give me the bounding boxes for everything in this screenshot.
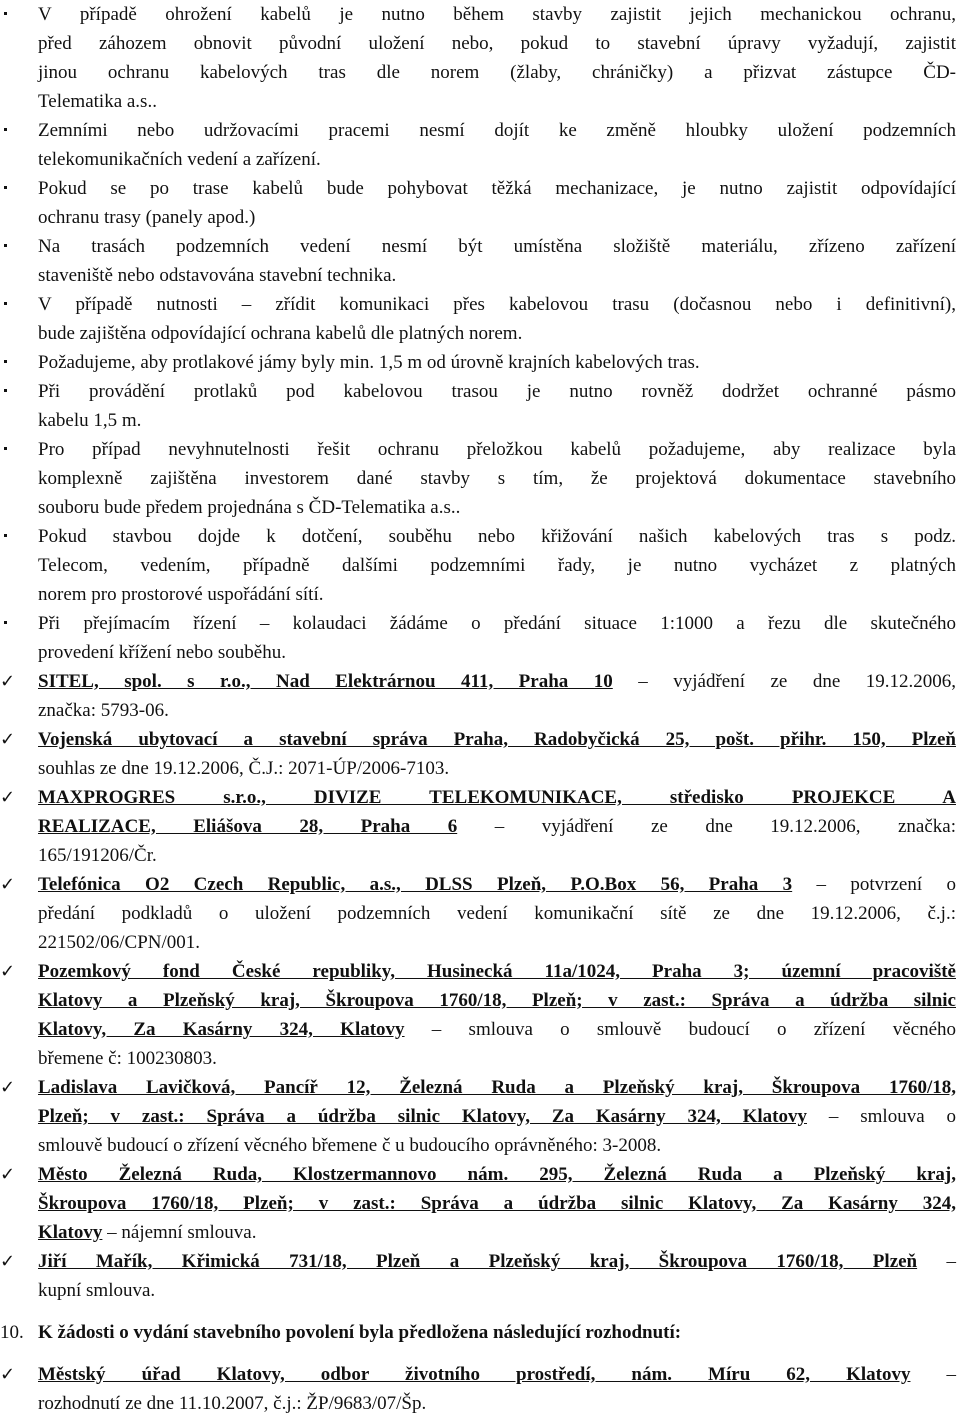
text-line <box>38 1247 956 1276</box>
text-line: komplexně zajištěna investorem dané stavby s tím, že projektová dokumentace stavebního <box>38 468 956 489</box>
bullet-item <box>38 116 956 174</box>
entity-name: Městský úřad Klatovy, odbor životního prostředí, nám. Míru 62, Klatovy <box>38 1364 911 1385</box>
text-line: V případě nutnosti – zřídit komunikaci přes kabelovou trasu (dočasnou nebo i definitivní), <box>38 294 956 315</box>
entity-detail: – <box>917 1251 956 1272</box>
check-item <box>0 667 956 725</box>
entity-name: Plzeň; v zast.: Správa a údržba silnic Klatovy, Za Kasárny 324, Klatovy <box>38 1106 807 1127</box>
entity-detail: – nájemní smlouva. <box>102 1222 257 1243</box>
entity-detail: souhlas ze dne 19.12.2006, Č.J.: 2071-ÚP/2006-7103. <box>38 758 450 779</box>
bullet-item <box>38 174 956 232</box>
text-line: staveniště nebo odstavována stavební technika. <box>38 265 397 286</box>
text-line: kupní smlouva. <box>38 1280 156 1301</box>
entity-name: Klatovy <box>38 1222 103 1243</box>
text-line: rozhodnutí ze dne 11.10.2007, č.j.: ŽP/9683/07/Šp. <box>38 1393 427 1414</box>
bullet-item <box>38 522 956 609</box>
bullet-item <box>38 609 956 667</box>
text-line <box>38 1102 956 1131</box>
text-line: Na trasách podzemních vedení nesmí být umístěna složiště materiálu, zřízeno zařízení <box>38 236 956 257</box>
bullet-item <box>38 290 956 348</box>
check-mark-icon: ✓ <box>0 1251 16 1272</box>
text-line: Zemními nebo udržovacími pracemi nesmí dojít ke změně hloubky uložení podzemních <box>38 120 956 141</box>
text-line <box>38 1360 956 1389</box>
check-mark-icon: ✓ <box>0 1364 16 1385</box>
entity-name: Pozemkový fond České republiky, Husinecká 11a/1024, Praha 3; územní pracoviště <box>38 961 956 982</box>
entity-name: MAXPROGRES s.r.o., DIVIZE TELEKOMUNIKACE, středisko PROJEKCE A <box>38 787 956 808</box>
text-line: telekomunikačních vedení a zařízení. <box>38 149 321 170</box>
text-line: souboru bude předem projednána s ČD-Telematika a.s.. <box>38 497 461 518</box>
bullet-item <box>38 435 956 522</box>
text-line <box>38 1218 956 1247</box>
entity-name: Město Železná Ruda, Klostzermannovo nám. 295, Železná Ruda a Plzeňský kraj, <box>38 1164 956 1185</box>
text-line: Telecom, vedením, případně dalšími podzemními řady, je nutno vycházet z platných <box>38 555 956 576</box>
entity-detail: – <box>910 1364 956 1385</box>
section-heading <box>0 1318 956 1347</box>
check-item <box>0 725 956 783</box>
section-number: 10. <box>0 1322 24 1343</box>
text-line: před záhozem obnovit původní uložení nebo, pokud to stavební úpravy vyžadují, zajistit <box>38 33 956 54</box>
entity-name: SITEL, spol. s r.o., Nad Elektrárnou 411, Praha 10 <box>38 671 613 692</box>
text-line: Při přejímacím řízení – kolaudaci žádáme o předání situace 1:1000 a řezu dle skutečného <box>38 613 956 634</box>
check-mark-icon: ✓ <box>0 961 16 982</box>
text-line: 221502/06/CPN/001. <box>38 932 201 953</box>
check-mark-icon: ✓ <box>0 671 16 692</box>
text-line: kabelu 1,5 m. <box>38 410 142 431</box>
text-line: bude zajištěna odpovídající ochrana kabelů dle platných norem. <box>38 323 523 344</box>
text-line <box>38 1015 956 1044</box>
check-item <box>0 957 956 1073</box>
entity-detail: – vyjádření ze dne 19.12.2006, <box>612 671 956 692</box>
text-line: norem pro prostorové uspořádání sítí. <box>38 584 324 605</box>
entity-name: Klatovy, Za Kasárny 324, Klatovy <box>38 1019 405 1040</box>
entity-detail: – smlouva o <box>806 1106 957 1127</box>
bullet-item <box>38 0 956 116</box>
check-mark-icon: ✓ <box>0 787 16 808</box>
text-line: značka: 5793-06. <box>38 700 169 721</box>
check-mark-icon: ✓ <box>0 1164 16 1185</box>
entity-name: Vojenská ubytovací a stavební správa Praha, Radobyčická 25, pošt. přihr. 150, Plzeň <box>38 729 956 750</box>
entity-detail: – smlouva o smlouvě budoucí o zřízení věcného <box>404 1019 956 1040</box>
text-line <box>38 812 956 841</box>
text-line <box>38 667 956 696</box>
check-item <box>0 783 957 870</box>
check-item <box>0 870 956 957</box>
entity-name: Jiří Mařík, Křimická 731/18, Plzeň a Plzeňský kraj, Škroupova 1760/18, Plzeň <box>38 1251 918 1272</box>
text-line: smlouvě budoucí o zřízení věcného břemene č u budoucího oprávněného: 3-2008. <box>38 1135 662 1156</box>
entity-name: Škroupova 1760/18, Plzeň; v zast.: Správa a údržba silnic Klatovy, Za Kasárny 324, <box>38 1193 956 1214</box>
check-item <box>0 1247 956 1305</box>
text-line: Při provádění protlaků pod kabelovou trasou je nutno rovněž dodržet ochranné pásmo <box>38 381 956 402</box>
text-line: jinou ochranu kabelových tras dle norem (žlaby, chráničky) a přizvat zástupce ČD- <box>38 62 956 83</box>
check-mark-icon: ✓ <box>0 729 16 750</box>
text-line <box>38 870 956 899</box>
bullet-item <box>38 348 956 377</box>
bullet-item <box>38 377 956 435</box>
text-line: břemene č: 100230803. <box>38 1048 217 1069</box>
text-line: ochranu trasy (panely apod.) <box>38 207 256 228</box>
bullet-item <box>38 232 956 290</box>
entity-name: Klatovy a Plzeňský kraj, Škroupova 1760/18, Plzeň; v zast.: Správa a údržba silnic <box>38 990 956 1011</box>
entity-name: Telefónica O2 Czech Republic, a.s., DLSS Plzeň, P.O.Box 56, Praha 3 <box>38 874 793 895</box>
text-line: 165/191206/Čr. <box>38 845 157 866</box>
text-line: předání podkladů o uložení podzemních vedení komunikační sítě ze dne 19.12.2006, č.j.: <box>38 903 956 924</box>
entity-name: REALIZACE, Eliášova 28, Praha 6 <box>38 816 458 837</box>
text-line: Pokud se po trase kabelů bude pohybovat těžká mechanizace, je nutno zajistit odpovídající <box>38 178 956 199</box>
check-item <box>0 1073 957 1160</box>
text-line: Pokud stavbou dojde k dotčení, souběhu nebo křižování našich kabelových tras s podz. <box>38 526 956 547</box>
check-item <box>0 1360 956 1418</box>
text-line: Pro případ nevyhnutelnosti řešit ochranu přeložkou kabelů požadujeme, aby realizace byla <box>38 439 956 460</box>
check-item <box>0 1160 956 1247</box>
text-line: Telematika a.s.. <box>38 91 157 112</box>
entity-name: Ladislava Lavičková, Pancíř 12, Železná Ruda a Plzeňský kraj, Škroupova 1760/18, <box>38 1077 956 1098</box>
text-line: V případě ohrožení kabelů je nutno během stavby zajistit jejich mechanickou ochranu, <box>38 4 956 25</box>
entity-detail: – vyjádření ze dne 19.12.2006, značka: <box>457 816 957 837</box>
check-mark-icon: ✓ <box>0 874 16 895</box>
entity-detail: – potvrzení o <box>792 874 956 895</box>
text-line: provedení křížení nebo souběhu. <box>38 642 286 663</box>
text-line: Požadujeme, aby protlakové jámy byly min. 1,5 m od úrovně krajních kabelových tras. <box>38 352 700 373</box>
section-title: K žádosti o vydání stavebního povolení byla předložena následující rozhodnutí: <box>38 1322 682 1343</box>
check-mark-icon: ✓ <box>0 1077 16 1098</box>
